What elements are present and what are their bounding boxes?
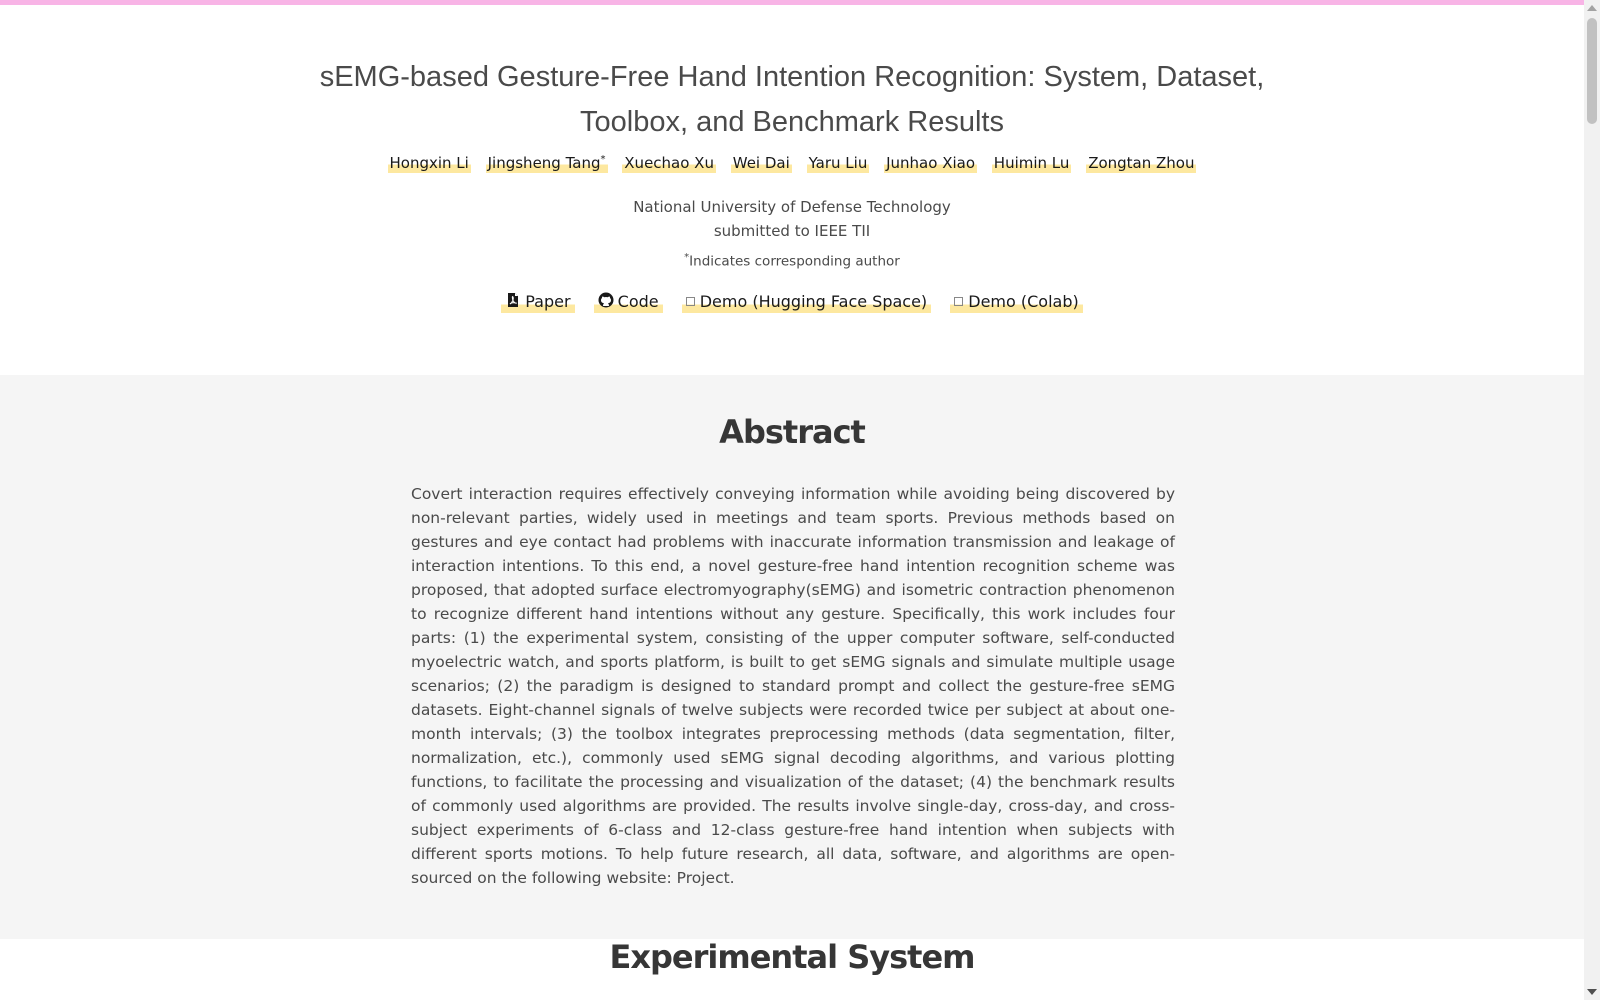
paper-link[interactable]: Paper <box>501 291 574 313</box>
scroll-up-icon[interactable] <box>1587 5 1597 11</box>
pdf-icon <box>505 292 521 308</box>
venue: submitted to IEEE TII <box>713 222 871 240</box>
abstract-heading: Abstract <box>719 413 865 451</box>
experimental-system-heading: Experimental System <box>609 938 975 976</box>
author-link-2[interactable]: Jingsheng Tang* <box>486 150 608 173</box>
author-link-3[interactable]: Xuechao Xu <box>622 150 716 173</box>
abstract-text: Covert interaction requires effectively conveying information while avoiding being discovered by non-relevant parties, widely used in meetings and team sports. Previous methods based on gestures and eye contact had problems with inaccurate information transmission and leakage of interaction intentions. To this end, a novel gesture-free hand intention recognition scheme was proposed, that adopted surface electromyography(sEMG) and isometric contraction phenomenon to recognize different hand intentions without any gesture. Specifically, this work includes four parts: (1) the experimental system, consisting of the upper computer software, self-conducted myoelectric watch, and sports platform, is built to get sEMG signals and simulate multiple usage scenarios; (2) the paradigm is designed to standard prompt and collect the gesture-free sEMG datasets. Eight-channel signals of twelve subjects were recorded twice per subject at about one-month intervals; (3) the toolbox integrates preprocessing methods (data segmentation, filter, normalization, etc.), commonly used sEMG signal decoding algorithms, and various plotting functions, to facilitate the processing and visualization of the dataset; (4) the benchmark results of commonly used algorithms are provided. The results involve single-day, cross-day, and cross-subject experiments of 6-class and 12-class gesture-free hand intention when subjects with different sports motions. To help future research, all data, software, and algorithms are open-sourced on the following website: Project. <box>411 485 1175 887</box>
author-link-8[interactable]: Zongtan Zhou <box>1086 150 1196 173</box>
hero-section <box>0 5 1584 375</box>
abstract-section <box>0 375 1584 939</box>
author-list <box>0 150 1584 173</box>
author-link-6[interactable]: Junhao Xiao <box>884 150 977 173</box>
author-link-7[interactable]: Huimin Lu <box>992 150 1072 173</box>
github-icon <box>598 292 614 308</box>
demo-huggingface-link[interactable]: Demo (Hugging Face Space) <box>682 291 931 313</box>
corresponding-note: *Indicates corresponding author <box>684 252 900 270</box>
box-icon <box>954 297 963 306</box>
box-icon <box>686 297 695 306</box>
author-link-5[interactable]: Yaru Liu <box>807 150 870 173</box>
demo-colab-link[interactable]: Demo (Colab) <box>950 291 1082 313</box>
scroll-thumb[interactable] <box>1587 18 1597 124</box>
code-link[interactable]: Code <box>594 291 663 313</box>
author-link-4[interactable]: Wei Dai <box>731 150 792 173</box>
scroll-down-icon[interactable] <box>1587 989 1597 995</box>
affiliation: National University of Defense Technology <box>633 198 951 216</box>
author-link-1[interactable]: Hongxin Li <box>388 150 471 173</box>
page-title: sEMG-based Gesture-Free Hand Intention Recognition: System, Dataset, Toolbox, and Benchmark Results <box>319 61 1265 138</box>
vertical-scrollbar[interactable] <box>1584 0 1600 1000</box>
link-buttons <box>0 291 1584 313</box>
